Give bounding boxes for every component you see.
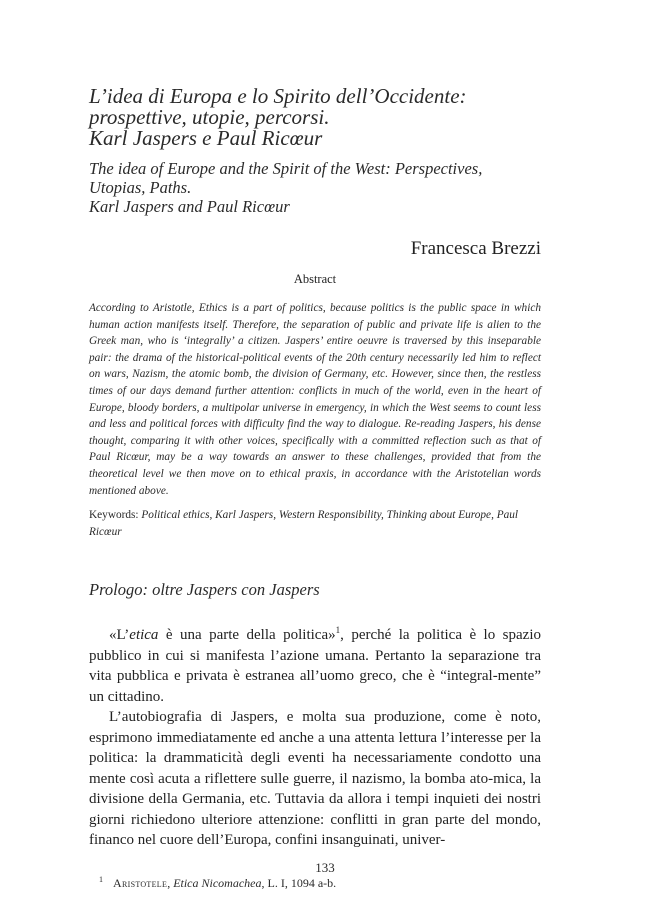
footnote-author: Aristotele xyxy=(113,875,168,890)
english-title xyxy=(89,159,541,216)
paragraph-1-text: , perché la politica è lo spazio pubblico in cui si manifesta l’azione umana. Pertanto la separazione tra vita pubblica e privata è estranea all’uomo greco, che è “integral-mente” un cittadino. xyxy=(89,627,541,705)
footnote-work: Etica Nicomachea xyxy=(173,875,262,890)
italian-title xyxy=(89,86,541,149)
footnote-reference: 1 xyxy=(335,625,341,636)
italian-title-line-1: L’idea di Europa e lo Spirito dell’Occidente: xyxy=(89,84,467,108)
quote-rest: è una parte della politica» xyxy=(158,627,336,644)
footnote-ref: , L. I, 1094 a-b. xyxy=(261,875,337,890)
body-paragraph-1 xyxy=(89,620,541,707)
body-paragraph-2: L’autobiografia di Jaspers, e molta sua produzione, come è noto, esprimono immediatamente ed anche a una attenta lettura l’interesse per la politica: la drammaticità degli eventi ha necessariamente condotto una mente così acuta a riflettere sulle guerre, il nazismo, la bomba ato-mica, la divisione della Germania, etc. Tuttavia da allora i tempi inquieti dei nostri giorni richiedono ulteriore attenzione: conflitti in gran parte del mondo, financo nel cuore dell’Europa, confini insanguinati, univer- xyxy=(89,709,541,849)
abstract-text: According to Aristotle, Ethics is a part of politics, because politics is the public space in which human action manifests itself. Therefore, the separation of public and private life is alien to the Greek man, who is ‘integrally’ a citizen. Jaspers’ entire oeuvre is traversed by this inseparable pair: the drama of the historical-political events of the 20th century necessarily led him to reflect on wars, Nazism, the atomic bomb, the division of Germany, etc. However, since then, the restless times of our days demand further attention: conflicts in much of the world, even in the heart of Europe, bloody borders, a multipolar universe in emergency, in which the West seems to count less and less and political forces with difficulty find the way to dialogue. Re-reading Jaspers, his dense thought, comparing it with other voices, specifically with a committed reflection such as that of Paul Ricœur, may be a way towards an answer to these challenges, provided that from the theoretical level we then move on to ethical praxis, in accordance with the Aristotelian words mentioned above. xyxy=(89,302,541,497)
abstract-heading: Abstract xyxy=(293,272,337,286)
italian-title-line-2: prospettive, utopie, percorsi. xyxy=(89,105,330,129)
footnote-number: 1 xyxy=(99,874,103,884)
english-title-line-2: Karl Jaspers and Paul Ricœur xyxy=(89,197,290,216)
etica-word: etica xyxy=(129,627,159,644)
paper-page xyxy=(89,86,541,891)
keywords-label: Keywords: xyxy=(89,509,139,522)
author-name: Francesca Brezzi xyxy=(410,238,541,259)
italian-title-line-3: Karl Jaspers e Paul Ricœur xyxy=(89,126,323,150)
footnote: $^1$ Aristotele, Etica Nicomachea, L. I, 1094 a-b. xyxy=(99,874,337,890)
page-number: 133 xyxy=(315,860,335,875)
section-title: Prologo: oltre Jaspers con Jaspers xyxy=(89,580,320,600)
english-title-line-1: The idea of Europe and the Spirit of the West: Perspectives, Utopias, Paths. xyxy=(89,159,483,197)
quote-open: «L’ xyxy=(109,627,130,644)
keywords xyxy=(89,507,541,540)
keywords-list: Political ethics, Karl Jaspers, Western Responsibility, Thinking about Europe, Paul Ricœur xyxy=(89,509,519,538)
